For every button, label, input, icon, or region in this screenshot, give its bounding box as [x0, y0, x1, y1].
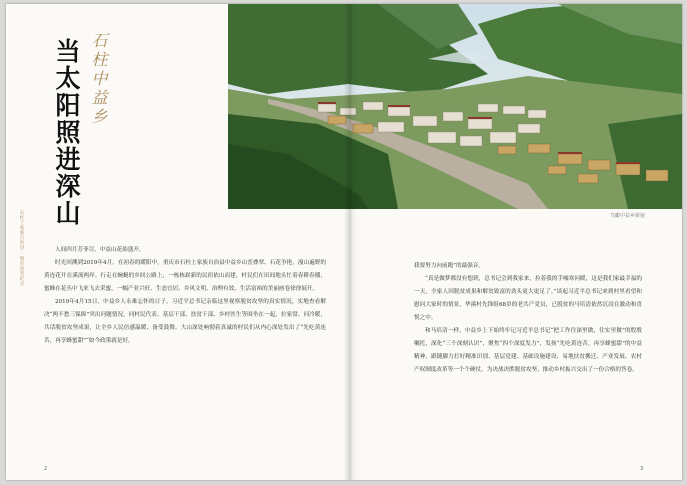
page-title: 当太阳照进深山 — [52, 38, 81, 227]
book-spread — [6, 4, 682, 480]
right-text-column — [414, 260, 642, 377]
photo-caption: 鸟瞰中益乡新貌 — [610, 213, 646, 219]
paragraph: 时光回溯到2019年4月。在初春的暖阳中，重庆市石柱土家族自治县中益乡山峦叠翠、石花争艳，漫山遍野的黄连花开在溪流两岸。行走在蜿蜒的乡间公路上，一栋栋崭新的民宿依山而建，村民们在田间地头忙着春耕春播，蜜蜂在花丛中飞来飞去采蜜，一幅产业兴旺、生态宜居、乡风文明、治理有效、生活富裕的美丽画卷徐徐展开。 — [44, 260, 326, 292]
paragraph: 人间四月芳菲尽，中益山花始盛开。 — [55, 247, 145, 253]
paragraph: 2019年4月15日，中益乡人永难忘怀的日子。习近平总书记亲临这里视察脱贫攻坚的真实情况，实地查看解决“两不愁三保障”突出问题情况，同村民代表、基层干部、扶贫干部、乡村医生等围坐在一起，拉家常、问冷暖，共话脱贫攻坚成果，让全乡人民倍感温暖、备受鼓舞。大山深处响彻着真诚的村民们从内心深处发出了“先吃黄连苦，再享蜂蜜甜”“如今政策就是好， — [44, 299, 326, 344]
page-subtitle: 石柱中益乡 — [89, 32, 108, 127]
page-number-right: 3 — [640, 466, 644, 472]
left-text-column — [44, 244, 326, 348]
margin-note: 石柱土家族自治县 · 脱贫攻坚纪实 — [19, 210, 24, 286]
book-gutter — [344, 4, 358, 480]
paragraph: 我要努力向前跑”的最强音。 — [414, 263, 484, 269]
paragraph: 和马培清一样，中益乡上下始终牢记习近平总书记“把工作往深里做，往实里做”的殷殷嘱托，深化“三个深刻认识”，聚焦“四个深度发力”，发扬“先吃黄连苦，再享蜂蜜甜”的中益精神，跟随脚力打好精准识别、基层党建、基础设施建设、易地扶贫搬迁、产业发展、农村产权制度改革等一个个硬仗，为决战决胜脱贫攻坚、推动乡村振兴交出了一份合格的答卷。 — [414, 328, 642, 373]
paragraph: “真是做梦都没有想到，总书记会到我家来，拉着我的手嘘寒问暖，这是我们家最幸福的一天，全家人因脱贫成果和解贫致富的劲头更大更足了。”谈起习近平总书记来到村里看望和慰问大家时的情景，华溪村先锋组68岁的老共产党员，已脱贫的马培清依然沉浸在激动和喜悦之中。 — [414, 276, 642, 321]
aerial-village-photo — [228, 4, 682, 209]
page-number-left: 2 — [44, 466, 48, 472]
